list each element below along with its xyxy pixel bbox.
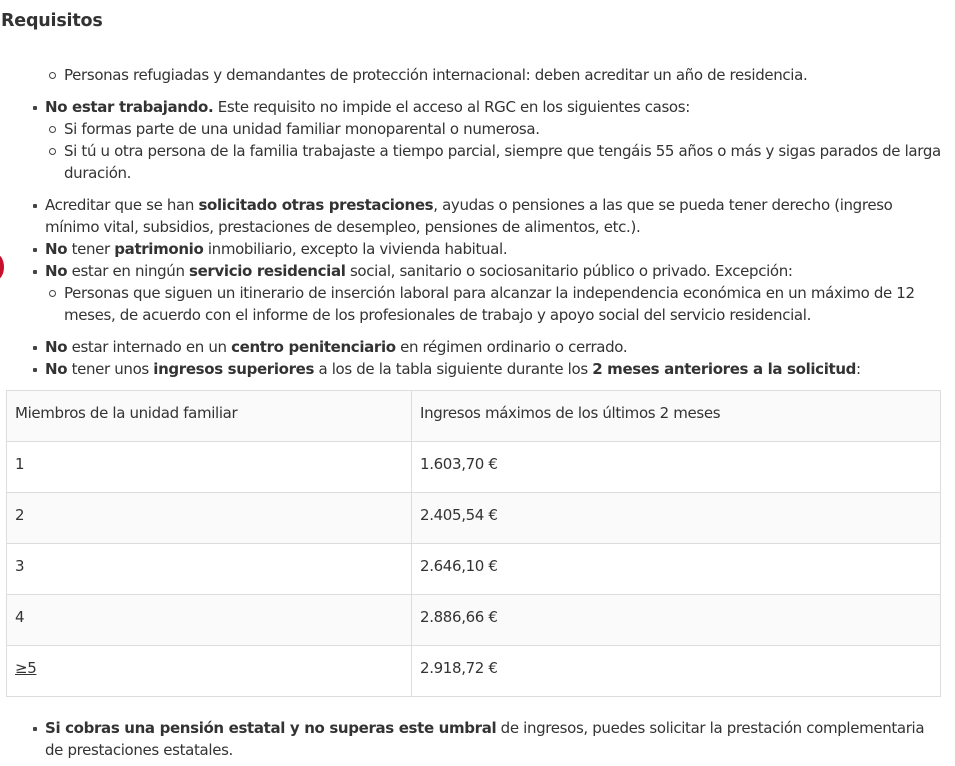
list-item-servicio-residencial: No estar en ningún servicio residencial social, sanitario o sociosanitario público o privado. Excepción: <box>0 260 955 282</box>
table-row <box>7 442 941 493</box>
list-item-pension-estatal: Si cobras una pensión estatal y no superas este umbral de ingresos, puedes solicitar la prestación complementaria de prestaciones estatales. <box>0 717 945 761</box>
list-item-monoparental: Si formas parte de una unidad familiar monoparental o numerosa. <box>0 118 955 140</box>
cell-income: 2.405,54 € <box>412 493 941 544</box>
table-row <box>7 646 941 697</box>
list-item-centro-penitenciario: No estar internado en un centro penitenciario en régimen ordinario o cerrado. <box>0 336 955 358</box>
list-item-patrimonio: No tener patrimonio inmobiliario, excepto la vivienda habitual. <box>0 238 955 260</box>
footer-note <box>0 717 955 761</box>
header-ingresos: Ingresos máximos de los últimos 2 meses <box>412 391 941 442</box>
list-item-refugiados: Personas refugiadas y demandantes de protección internacional: deben acreditar un año de residencia. <box>0 64 955 86</box>
cell-members: 2 <box>7 493 412 544</box>
cell-income: 2.646,10 € <box>412 544 941 595</box>
table-row <box>7 595 941 646</box>
income-limits-table <box>6 390 941 697</box>
cell-members: 3 <box>7 544 412 595</box>
cell-members <box>7 646 412 697</box>
requirement-group-ingresos <box>0 336 955 380</box>
header-miembros: Miembros de la unidad familiar <box>7 391 412 442</box>
cell-income: 1.603,70 € <box>412 442 941 493</box>
list-item-ingresos-superiores: No tener unos ingresos superiores a los de la tabla siguiente durante los 2 meses anteriores a la solicitud: <box>0 358 955 380</box>
cell-members: 1 <box>7 442 412 493</box>
table-row <box>7 544 941 595</box>
cell-income: 2.886,66 € <box>412 595 941 646</box>
cell-income: 2.918,72 € <box>412 646 941 697</box>
list-item-otras-prestaciones: Acreditar que se han solicitado otras prestaciones, ayudas o pensiones a las que se pueda tener derecho (ingreso mínimo vital, subsidios, prestaciones de desempleo, pensiones de alimentos, etc.). <box>0 194 925 238</box>
list-item-tiempo-parcial: Si tú u otra persona de la familia trabajaste a tiempo parcial, siempre que tengáis 55 años o más y sigas parados de larga duración. <box>0 140 944 184</box>
section-title: Requisitos <box>1 11 103 31</box>
table-row <box>7 493 941 544</box>
greater-equal-five: ≥5 <box>15 659 37 677</box>
requirement-group-trabajo <box>0 96 955 184</box>
list-item-no-trabajando: No estar trabajando. Este requisito no impide el acceso al RGC en los siguientes casos: <box>0 96 955 118</box>
cell-members: 4 <box>7 595 412 646</box>
requirements-list <box>0 64 955 86</box>
list-item-insercion-laboral: Personas que siguen un itinerario de inserción laboral para alcanzar la independencia económica en un máximo de 12 meses, de acuerdo con el informe de los profesionales de trabajo y apoyo social del servicio residencial. <box>0 282 944 326</box>
requirement-group-prestaciones <box>0 194 955 326</box>
table-header-row <box>7 391 941 442</box>
